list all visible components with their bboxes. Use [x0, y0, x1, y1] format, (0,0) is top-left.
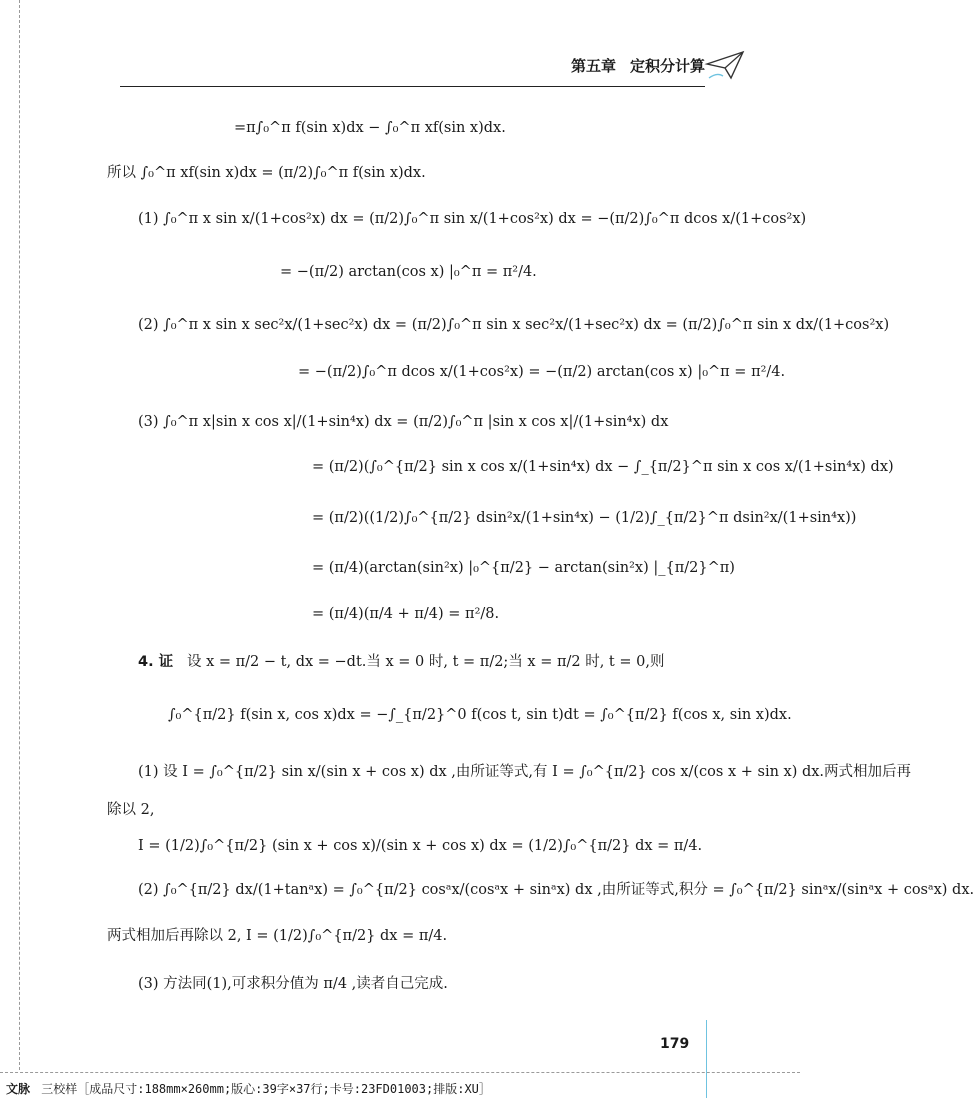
equation-text: (1) 设 I = ∫₀^{π/2} sin x/(sin x + cos x) dx ,由所证等式,有 I = ∫₀^{π/2} cos x/(cos x + sin x) dx.两式相加后再	[138, 764, 912, 780]
equation-text: (2) ∫₀^{π/2} dx/(1+tanᵃx) = ∫₀^{π/2} cosᵃx/(cosᵃx + sinᵃx) dx ,由所证等式,积分 = ∫₀^{π/2} sinᵃx/(sinᵃx + cosᵃx) dx.	[138, 882, 974, 898]
part-label: (2)	[138, 317, 159, 333]
equation-text: =π∫₀^π f(sin x)dx − ∫₀^π xf(sin x)dx.	[234, 120, 506, 136]
problem-4-identity	[168, 705, 792, 725]
part-3-line-b	[312, 457, 894, 477]
equation-text: = (π/2)(∫₀^{π/2} sin x cos x/(1+sin⁴x) dx − ∫_{π/2}^π sin x cos x/(1+sin⁴x) dx)	[312, 459, 894, 475]
equation-text: 设 x = π/2 − t, dx = −dt.当 x = 0 时, t = π/2;当 x = π/2 时, t = 0,则	[186, 654, 665, 670]
equation-text: = (π/4)(arctan(sin²x) |₀^{π/2} − arctan(sin²x) |_{π/2}^π)	[312, 560, 735, 576]
problem-4-part-1-c	[138, 836, 702, 856]
chapter-header	[571, 55, 705, 76]
print-footer	[6, 1080, 491, 1097]
problem-label: 4. 证	[138, 654, 174, 670]
problem-4-part-3	[138, 974, 448, 994]
part-label: (3)	[138, 414, 159, 430]
header-rule	[120, 86, 705, 87]
problem-4-part-1-a	[138, 762, 911, 782]
equation-text: ∫₀^{π/2} f(sin x, cos x)dx = −∫_{π/2}^0 f(cos t, sin t)dt = ∫₀^{π/2} f(cos x, sin x)dx.	[168, 707, 792, 723]
text-prefix: 所以	[107, 165, 136, 181]
part-label: (1)	[138, 211, 159, 227]
part-3-line-c	[312, 508, 856, 528]
equation-text: ∫₀^π x sin x sec²x/(1+sec²x) dx = (π/2)∫₀^π sin x sec²x/(1+sec²x) dx = (π/2)∫₀^π sin x dx/(1+cos²x)	[163, 317, 890, 333]
equation-text: ∫₀^π x sin x/(1+cos²x) dx = (π/2)∫₀^π sin x/(1+cos²x) dx = −(π/2)∫₀^π dcos x/(1+cos²x)	[163, 211, 807, 227]
part-2-line-b	[298, 362, 785, 382]
part-3-line-e	[312, 604, 499, 624]
equation-text: 除以 2,	[107, 802, 155, 818]
equation-text: ∫₀^π x|sin x cos x|/(1+sin⁴x) dx = (π/2)∫₀^π |sin x cos x|/(1+sin⁴x) dx	[163, 414, 669, 430]
problem-4-part-1-b	[107, 800, 154, 820]
equation-text: I = (1/2)∫₀^{π/2} (sin x + cos x)/(sin x + cos x) dx = (1/2)∫₀^{π/2} dx = π/4.	[138, 838, 703, 854]
part-3-line-d	[312, 558, 735, 578]
equation-text: = (π/4)(π/4 + π/4) = π²/8.	[312, 606, 500, 622]
page-number: 179	[660, 1036, 690, 1052]
part-3-line-a	[138, 412, 668, 432]
margin-accent-bar	[706, 1020, 707, 1098]
part-1-line-a	[138, 209, 806, 229]
equation-text: = −(π/2)∫₀^π dcos x/(1+cos²x) = −(π/2) arctan(cos x) |₀^π = π²/4.	[298, 364, 786, 380]
footer-info: 三校样［成品尺寸:188mm×260mm;版心:39字×37行;卡号:23FD01003;排版:XU］	[41, 1082, 491, 1096]
part-1-line-b	[280, 262, 537, 282]
equation-line-2	[107, 163, 426, 183]
equation-text: = −(π/2) arctan(cos x) |₀^π = π²/4.	[280, 264, 537, 280]
problem-4-part-2-b	[107, 926, 447, 946]
equation-text: (3) 方法同(1),可求积分值为 π/4 ,读者自己完成.	[138, 976, 448, 992]
equation-text: = (π/2)((1/2)∫₀^{π/2} dsin²x/(1+sin⁴x) − (1/2)∫_{π/2}^π dsin²x/(1+sin⁴x))	[312, 510, 857, 526]
equation-text: ∫₀^π xf(sin x)dx = (π/2)∫₀^π f(sin x)dx.	[140, 165, 426, 181]
problem-4-part-2-a	[138, 880, 974, 900]
chapter-number: 第五章	[570, 57, 616, 75]
paper-plane-icon	[705, 50, 745, 82]
chapter-title: 定积分计算	[629, 57, 705, 75]
left-margin-line	[19, 0, 20, 1070]
footer-brand: 文脉	[6, 1082, 31, 1096]
problem-4-intro	[138, 652, 664, 672]
footer-divider	[0, 1072, 800, 1073]
part-2-line-a	[138, 315, 889, 335]
equation-text: 两式相加后再除以 2, I = (1/2)∫₀^{π/2} dx = π/4.	[107, 928, 448, 944]
equation-line-1	[234, 118, 506, 138]
